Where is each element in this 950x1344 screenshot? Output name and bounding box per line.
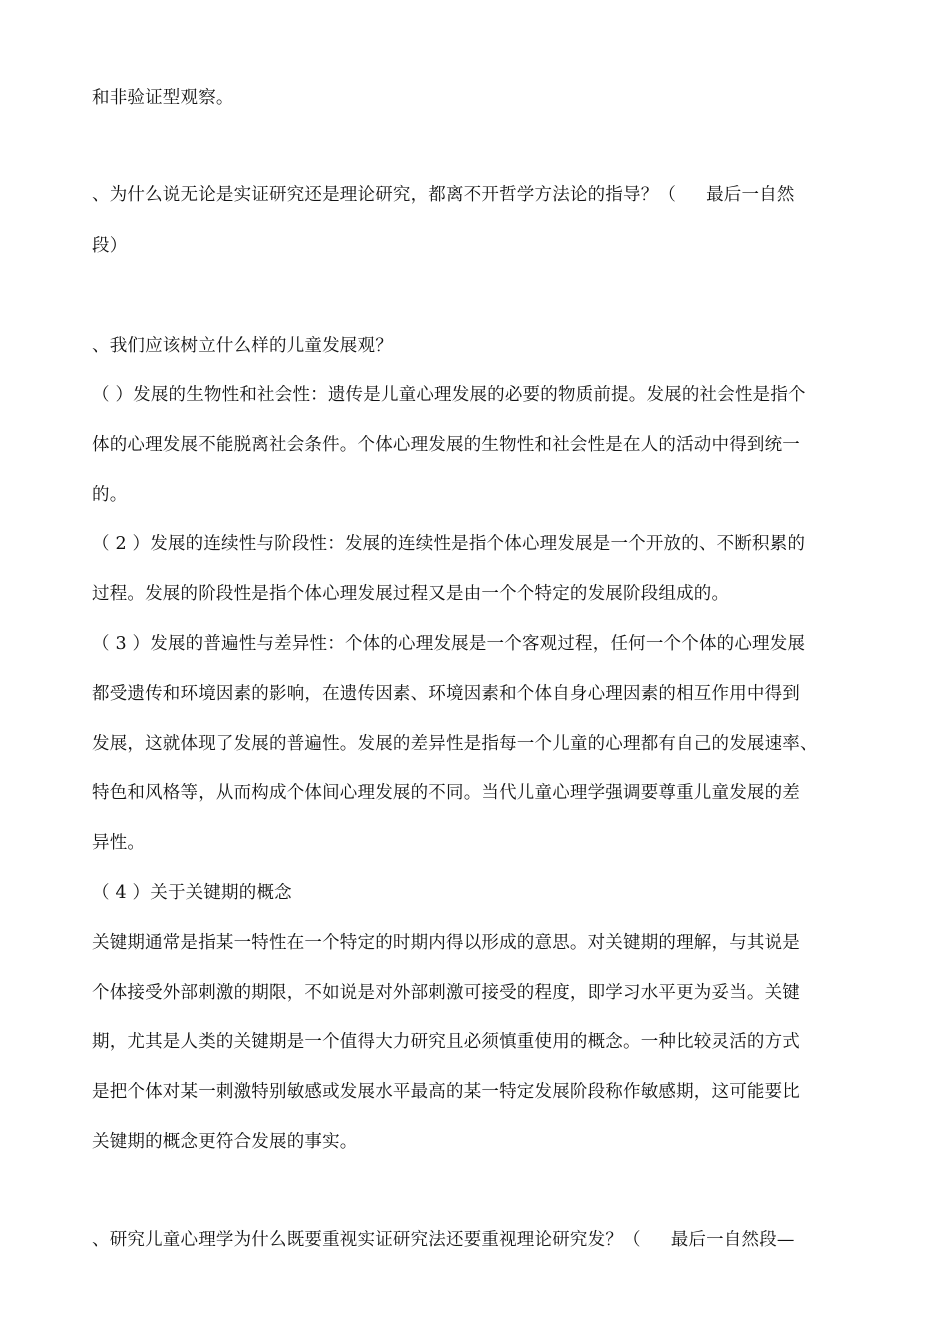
item1-line-1: （ ）发展的生物性和社会性：遗传是儿童心理发展的必要的物质前提。发展的社会性是指个 (92, 385, 806, 405)
question-note: 最后一自然 (706, 185, 795, 205)
question-text: 、为什么说无论是实证研究还是理论研究，都离不开哲学方法论的指导？（ (92, 185, 677, 205)
question-note: 最后一自然段— (670, 1230, 795, 1250)
item2-line-1: （ 2 ）发展的连续性与阶段性：发展的连续性是指个体心理发展是一个开放的、不断积累的 (92, 534, 806, 554)
item3-line-3: 发展，这就体现了发展的普遍性。发展的差异性是指每一个儿童的心理都有自己的发展速率、 (92, 734, 818, 754)
item4-body-line-4: 是把个体对某一刺激特别敏感或发展水平最高的某一特定发展阶段称作敏感期，这可能要比 (92, 1082, 800, 1102)
item3-line-4: 特色和风格等，从而构成个体间心理发展的不同。当代儿童心理学强调要尊重儿童发展的差 (92, 783, 800, 803)
paragraph-line: 和非验证型观察。 (92, 88, 234, 108)
item3-line-1: （ 3 ）发展的普遍性与差异性：个体的心理发展是一个客观过程，任何一个个体的心理发展 (92, 634, 806, 654)
question-philosophy-line-1 (92, 183, 795, 207)
question-text: 、研究儿童心理学为什么既要重视实证研究法还要重视理论研究发？（ (92, 1230, 641, 1250)
item3-line-2: 都受遗传和环境因素的影响，在遗传因素、环境因素和个体自身心理因素的相互作用中得到 (92, 684, 800, 704)
question-research-line (92, 1228, 795, 1252)
item4-title: （ 4 ）关于关键期的概念 (92, 883, 292, 903)
item1-line-2: 体的心理发展不能脱离社会条件。个体心理发展的生物性和社会性是在人的活动中得到统一 (92, 435, 800, 455)
item3-line-5: 异性。 (92, 833, 146, 853)
item1-line-3: 的。 (92, 485, 128, 505)
question-child-development-view: 、我们应该树立什么样的儿童发展观？ (92, 336, 393, 356)
item2-line-2: 过程。发展的阶段性是指个体心理发展过程又是由一个个特定的发展阶段组成的。 (92, 584, 730, 604)
question-philosophy-line-2: 段） (92, 236, 128, 256)
item4-body-line-1: 关键期通常是指某一特性在一个特定的时期内得以形成的意思。对关键期的理解，与其说是 (92, 933, 800, 953)
item4-body-line-3: 期，尤其是人类的关键期是一个值得大力研究且必须慎重使用的概念。一种比较灵活的方式 (92, 1032, 800, 1052)
item4-body-line-2: 个体接受外部刺激的期限，不如说是对外部刺激可接受的程度，即学习水平更为妥当。关键 (92, 983, 800, 1003)
item4-body-line-5: 关键期的概念更符合发展的事实。 (92, 1132, 358, 1152)
